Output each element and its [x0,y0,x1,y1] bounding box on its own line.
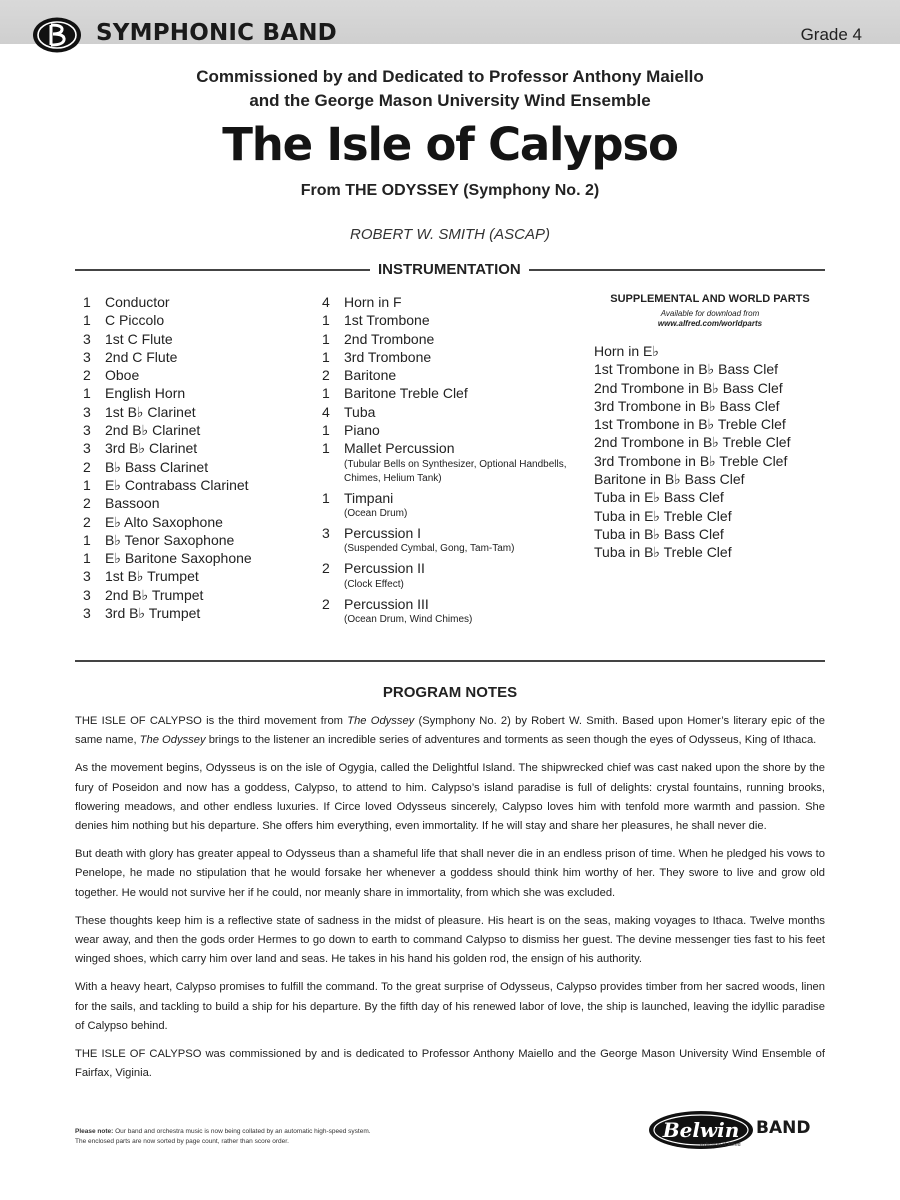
instrument-row [322,439,582,488]
instrument-row [83,403,313,421]
program-notes-heading: PROGRAM NOTES [382,684,518,701]
instrument-quantity: 1 [322,312,330,329]
instrument-name: Baritone [344,367,397,384]
instrument-quantity: 3 [83,586,91,603]
instrument-quantity: 4 [322,403,330,420]
instrument-note: (Ocean Drum, Wind Chimes) [344,613,473,625]
supplemental-item: 2nd Trombone in B♭ Treble Clef [594,434,791,451]
instrument-quantity: 3 [83,440,91,457]
section-divider [75,660,825,662]
instrument-row [83,549,313,567]
instrument-row [83,439,313,457]
supplemental-heading: SUPPLEMENTAL AND WORLD PARTS [610,293,810,305]
instrument-row [322,366,582,384]
instrument-name: 3rd B♭ Clarinet [105,440,198,457]
instrument-quantity: 2 [83,495,91,512]
supplemental-item: 3rd Trombone in B♭ Treble Clef [594,452,788,469]
instrument-name: E♭ Baritone Saxophone [105,550,252,567]
instrument-row [83,513,313,531]
instrument-name: Horn in F [344,294,402,310]
series-title: SYMPHONIC BAND [96,20,337,46]
supplemental-item: Tuba in B♭ Treble Clef [594,544,732,561]
instrument-quantity: 3 [83,330,91,347]
grade-label: Grade 4 [800,25,862,44]
instrument-name: 1st B♭ Clarinet [105,403,196,420]
instrumentation-column-1 [83,293,313,622]
instrument-row [83,348,313,366]
notes-paragraph-6: THE ISLE OF CALYPSO was commissioned by and is dedicated to Professor Anthony Maiello and the George Mason University Wind Ensemble of Fairfax, Viginia. [75,1048,825,1080]
instrument-quantity: 1 [322,440,330,457]
program-notes [75,712,825,1092]
instrument-quantity: 2 [83,367,91,384]
instrument-quantity: 3 [83,422,91,439]
notes-paragraph-5: With a heavy heart, Calypso promises to fulfill the command. To the great surprise of Odysseus, Calypso provides timber from her sacred woods, linen for the sails, and tackling to build a ship for his departure. By the fifth day of his renewed labor of love, the ship is launched, leaving the idyllic paradise of Calypso behind. [75,981,825,1032]
supplemental-item: 2nd Trombone in B♭ Bass Clef [594,379,783,396]
notes-paragraph-3: But death with glory has greater appeal to Odysseus than a shameful life that shall never die in an endless prison of time. When he pledged his vows to Penelope, he made no stipulation that he would forsake her whenever a goddess should think him worthy of her. They swore to live and grow old together. He would not survive her if he could, nor meanly share in immortality, from which she was excluded. [75,848,825,899]
instrument-row [83,458,313,476]
supplemental-parts [594,293,834,562]
b-medallion-icon [32,16,82,54]
instrument-row [83,567,313,585]
instrument-row [322,384,582,402]
instrument-quantity: 3 [83,568,91,585]
instrument-quantity: 2 [322,595,330,612]
instrument-name: Conductor [105,294,170,310]
notes-paragraph-4: These thoughts keep him is a reflective state of sadness in the midst of pleasure. His heart is on the seas, making voyages to Ithaca. Twelve months wear away, and then the gods order Hermes to go down to earth to command Calypso to dismiss her guest. The devine messenger ties fast to his feet winged shoes, which carry him over land and seas. He takes in his hand his golden rod, the ensign of his authority. [75,914,825,966]
instrument-note: (Suspended Cymbal, Gong, Tam-Tam) [344,543,515,555]
instrument-quantity: 1 [83,385,91,402]
instrument-quantity: 1 [322,422,330,439]
instrument-name: 3rd Trombone [344,348,432,365]
instrument-quantity: 1 [322,385,330,402]
instrument-quantity: 2 [322,560,330,577]
instrument-name: Oboe [105,367,140,384]
instrument-row [83,421,313,439]
instrument-quantity: 2 [83,458,91,475]
instrument-note: (Clock Effect) [344,578,404,590]
instrument-quantity: 2 [83,513,91,530]
supplemental-item: Baritone in B♭ Bass Clef [594,471,745,488]
instrument-quantity: 1 [83,476,91,493]
instrument-quantity: 1 [83,312,91,329]
instrument-row [322,595,582,630]
belwin-script: Belwin [662,1118,740,1142]
supplemental-item: 1st Trombone in B♭ Bass Clef [594,361,779,378]
instrument-row [83,384,313,402]
instrument-name: 2nd B♭ Clarinet [105,422,201,439]
belwin-band-label: BAND [756,1118,811,1138]
notes-paragraph-2: As the movement begins, Odysseus is on the isle of Ogygia, called the Delightful Island. The shipwrecked chief was cast naked upon the shore by the fury of Poseidon and now has a goddess, Calypso, to attend to him. Calypso’s island paradise is full of delights: crystal fountains, running brooks, flowering meadows, and other endless luxuries. If Circe loved Odysseus sincerely, Calypso loves him with tenfold more warmth and passion. She denies him nothing but his departure. She offers him everything, even immortality. If he will stay and share her pleasures, he shall never die. [75,762,825,833]
instrument-quantity: 4 [322,294,330,310]
piece-title: The Isle of Calypso [222,118,678,171]
instrument-row [83,366,313,384]
instrument-row [322,330,582,348]
instrument-row [83,311,313,329]
instrument-name: E♭ Alto Saxophone [105,513,223,530]
supplemental-item: Tuba in B♭ Bass Clef [594,525,724,542]
supplemental-list [594,342,834,562]
instrument-quantity: 1 [322,489,330,506]
instrument-name: Percussion III [344,595,429,612]
instrument-row [83,531,313,549]
instrument-name: Timpani [344,489,394,506]
supplemental-item: Horn in E♭ [594,343,659,359]
instrument-name: 3rd B♭ Trumpet [105,605,201,622]
instrument-name: 1st C Flute [105,330,173,347]
instrument-quantity: 1 [322,330,330,347]
instrument-row [322,489,582,524]
instrument-name: English Horn [105,385,186,402]
instrumentation-heading: INSTRUMENTATION [370,261,529,278]
instrument-name: B♭ Tenor Saxophone [105,531,235,548]
instrument-name: Piano [344,422,380,439]
instrument-quantity: 3 [83,348,91,365]
commission-line-1: Commissioned by and Dedicated to Professor Anthony Maiello [196,67,704,86]
instrument-note: (Tubular Bells on Synthesizer, Optional Handbells, Chimes, Helium Tank) [344,458,567,484]
instrument-name: C Piccolo [105,312,165,329]
instrument-row [322,403,582,421]
instrument-row [322,524,582,559]
instrument-name: B♭ Bass Clarinet [105,458,209,475]
instrument-row [322,293,582,311]
instrument-row [322,421,582,439]
instrument-name: 1st Trombone [344,312,430,329]
instrument-quantity: 3 [83,605,91,622]
instrument-name: Bassoon [105,495,160,512]
instrument-name: 1st B♭ Trumpet [105,568,199,585]
supplemental-subtitle: Available for download from [660,309,760,318]
instrument-name: E♭ Contrabass Clarinet [105,476,249,493]
instrument-row [322,348,582,366]
instrument-quantity: 2 [322,367,330,384]
instrument-name: Tuba [344,403,376,420]
supplemental-item: 3rd Trombone in B♭ Bass Clef [594,397,780,414]
instrument-name: Mallet Percussion [344,440,455,457]
piece-subtitle: From THE ODYSSEY (Symphony No. 2) [300,182,600,199]
instrument-quantity: 3 [83,403,91,420]
instrument-row [83,476,313,494]
instrument-name: 2nd C Flute [105,348,178,365]
instrument-name: Percussion I [344,524,422,541]
belwin-division: a division of Alfred [700,1142,741,1148]
collation-note: Please note: Our band and orchestra music is now being collated by an automatic high-speed system. The enclosed parts are now sorted by page count, rather than score order. [75,1128,371,1145]
instrument-quantity: 1 [322,348,330,365]
instrumentation-column-2 [322,293,582,630]
instrument-name: 2nd Trombone [344,330,435,347]
instrument-quantity: 3 [322,524,330,541]
instrument-row [322,559,582,594]
instrument-note: (Ocean Drum) [344,507,408,519]
supplemental-item: Tuba in E♭ Treble Clef [594,507,732,524]
instrument-row [83,494,313,512]
instrument-quantity: 1 [83,531,91,548]
commission-line-2: and the George Mason University Wind Ensemble [249,91,651,110]
instrument-row [83,604,313,622]
instrument-row [322,311,582,329]
notes-paragraph-1: THE ISLE OF CALYPSO is the third movement from The Odyssey (Symphony No. 2) by Robert W. Smith. Based upon Homer’s literary epic of the same name, The Odyssey brings to the listener an incredible series of adventures and torments as seen though the eyes of Odysseus, King of Ithaca. [75,715,825,747]
instrument-row [83,330,313,348]
instrument-name: 2nd B♭ Trumpet [105,586,204,603]
composer: ROBERT W. SMITH (ASCAP) [349,226,550,243]
supplemental-item: Tuba in E♭ Bass Clef [594,489,724,506]
instrument-name: Baritone Treble Clef [344,385,468,402]
instrument-quantity: 1 [83,550,91,567]
instrument-name: Percussion II [344,560,425,577]
supplemental-url[interactable]: www.alfred.com/worldparts [657,319,763,328]
instrument-row [83,293,313,311]
instrument-row [83,586,313,604]
supplemental-item: 1st Trombone in B♭ Treble Clef [594,416,786,433]
instrument-quantity: 1 [83,294,91,310]
